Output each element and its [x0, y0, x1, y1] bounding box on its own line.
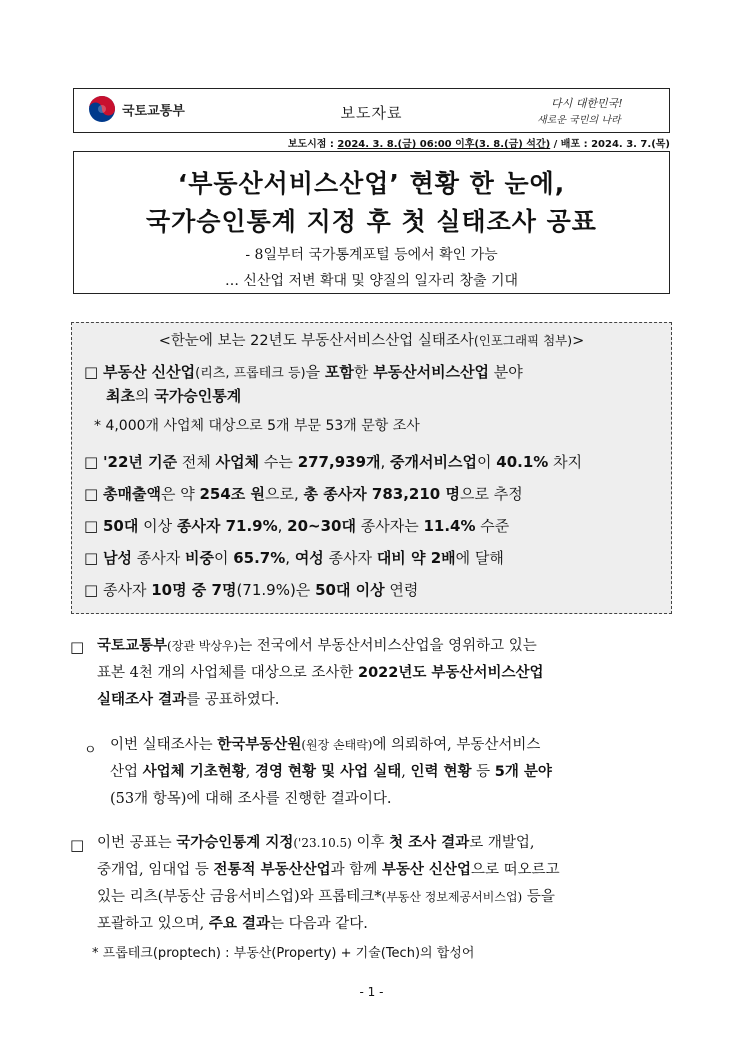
subheadline-2: … 신산업 저변 확대 및 양질의 일자리 창출 기대 [224, 273, 519, 289]
paragraph-2-bullet: ㅇ [84, 743, 97, 758]
summary-item-4: □ 50대 이상 종사자 71.9%, 20~30대 종사자는 11.4% 수준 [84, 517, 510, 535]
summary-heading: <한눈에 보는 22년도 부동산서비스산업 실태조사(인포그래픽 첨부)> [158, 333, 585, 349]
embargo-line [288, 135, 670, 150]
embargo-label: 보도시점 : [287, 139, 338, 150]
slogan-calligraphy [529, 93, 659, 129]
paragraph-3-line2: 중개업, 임대업 등 전통적 부동산산업과 함께 부동산 신산업으로 떠오르고 [97, 862, 560, 878]
paragraph-2 [110, 732, 680, 813]
headline-line1: ‘부동산서비스산업’ 현황 한 눈에, [177, 169, 566, 198]
paragraph-1-line2: 표본 4천 개의 사업체를 대상으로 조사한 2022년도 부동산서비스산업 [97, 665, 544, 681]
paragraph-2-line3: (53개 항목)에 대해 조사를 진행한 결과이다. [110, 791, 392, 807]
paragraph-2-line1: 이번 실태조사는 한국부동산원(원장 손태락)에 의뢰하여, 부동산서비스 [110, 737, 541, 753]
summary-item-1-line2: 최초의 국가승인통계 [106, 387, 242, 405]
paragraph-1-line1: 국토교통부(장관 박상우)는 전국에서 부동산서비스산업을 영위하고 있는 [97, 638, 537, 654]
paragraph-3 [97, 830, 677, 938]
paragraph-3-line4: 포괄하고 있으며, 주요 결과는 다음과 같다. [97, 916, 368, 932]
summary-item-6: □ 종사자 10명 중 7명(71.9%)은 50대 이상 연령 [84, 581, 419, 599]
paragraph-1-bullet: □ [70, 638, 85, 656]
summary-item-1: □ 부동산 신산업(리츠, 프롭테크 등)을 포함한 부동산서비스산업 분야 [84, 363, 523, 381]
ministry-name: 국토교통부 [122, 103, 185, 119]
document-type: 보도자료 [340, 104, 403, 122]
summary-item-3: □ 총매출액은 약 254조 원으로, 총 종사자 783,210 명으로 추정 [84, 485, 523, 503]
headline-line2: 국가승인통계 지정 후 첫 실태조사 공표 [146, 207, 597, 236]
summary-item-5: □ 남성 종사자 비중이 65.7%, 여성 종사자 대비 약 2배에 달해 [84, 549, 504, 567]
paragraph-2-line2: 산업 사업체 기초현황, 경영 현황 및 사업 실태, 인력 현황 등 5개 분야 [110, 764, 552, 780]
paragraph-1-line3: 실태조사 결과를 공표하였다. [97, 692, 280, 708]
slogan-line2: 새로운 국민의 나라 [537, 115, 621, 126]
slogan-line1: 다시 대한민국! [551, 97, 623, 110]
paragraph-3-bullet: □ [70, 836, 85, 854]
distribution-date: / 배포 : 2024. 3. 7.(목) [550, 139, 670, 150]
summary-note: * 4,000개 사업체 대상으로 5개 부문 53개 문항 조사 [94, 418, 420, 434]
paragraph-3-line3: 있는 리츠(부동산 금융서비스업)와 프롭테크*(부동산 정보제공서비스업) 등을 [97, 889, 555, 905]
summary-box [71, 322, 672, 614]
title-box [73, 151, 670, 294]
footnote-proptech: * 프롭테크(proptech) : 부동산(Property) + 기술(Tech)의 합성어 [92, 946, 475, 961]
press-release-header [73, 88, 670, 133]
paragraph-3-line1: 이번 공표는 국가승인통계 지정('23.10.5) 이후 첫 조사 결과로 개발업, [97, 835, 535, 851]
paragraph-1 [97, 633, 677, 714]
summary-item-2: □ '22년 기준 전체 사업체 수는 277,939개, 중개서비스업이 40.1% 차지 [84, 453, 583, 471]
embargo-time: 2024. 3. 8.(금) 06:00 이후(3. 8.(금) 석간) [337, 139, 551, 150]
page-number: - 1 - [359, 985, 384, 999]
subheadline-1: - 8일부터 국가통계포털 등에서 확인 가능 [245, 247, 498, 263]
